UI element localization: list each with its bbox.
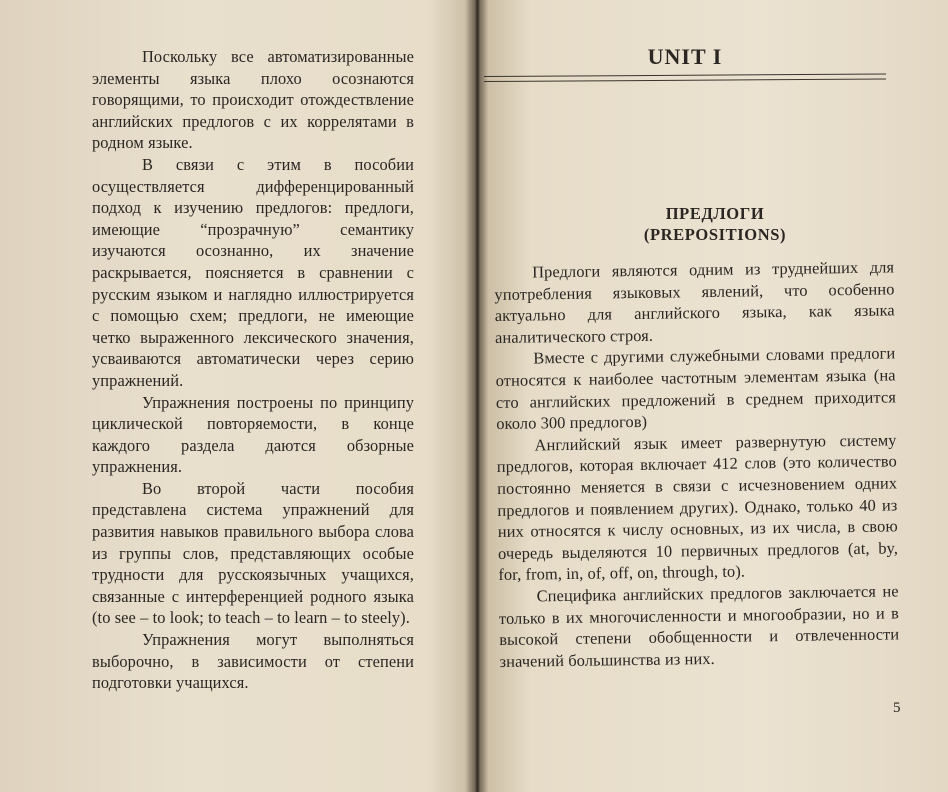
left-paragraph-3: Упражнения построены по принципу циклической повторяемости, в конце каждого раздела даются обзорные упражнения. — [92, 392, 414, 477]
right-paragraph-2: Вместе с другими служебными словами предлоги относятся к наиболее частотным элементам языка (на сто английских предложений в среднем приходится около 300 предлогов) — [495, 343, 897, 434]
left-paragraph-5: Упражнения могут выполняться выборочно, в зависимости от степени подготовки учащихся. — [92, 630, 414, 693]
section-heading — [590, 203, 840, 245]
left-paragraph-2: В связи с этим в пособии осуществляется дифференцированный подход к изучению предлогов: предлоги, имеющие “прозрачную” семантику изучаются осознанно, их значение раскрывается, поясняется в сравнении с русским языком и наглядно иллюстрируется с помощью схем; предлоги, не имеющие четко выраженного лексического значения, усваиваются автоматически через серию упражнений. — [92, 154, 414, 390]
heading-russian: ПРЕДЛОГИ — [665, 204, 765, 223]
right-paragraph-3: Английский язык имеет развернутую систему предлогов, которая включает 412 слов (это количество постоянно меняется в связи с исчезновением одних предлогов и появлением других). Однако, только 40 из них относятся к числу основных, из их числа, в свою очередь выделяются 10 первичных предлогов (at, by, for, from, in, of, off, on, through, to). — [496, 430, 899, 585]
left-paragraph-4: Во второй части пособия представлена система упражнений для развития навыков правильного выбора слова из группы слов, представляющих особые трудности для русскоязычных учащихся, связанные с интерференцией родного языка (to see – to look; to teach – to learn – to steely). — [92, 478, 414, 628]
left-paragraph-1: Поскольку все автоматизированные элементы языка плохо осознаются говорящими, то происходит отождествление английских предлогов с их коррелятами в родном языке. — [92, 47, 414, 153]
left-page-text — [92, 46, 414, 694]
right-paragraph-4: Специфика английских предлогов заключается не только в их многочисленности и многообразии, но и в высокой степени обобщенности и отвлеченности значений большинства из них. — [498, 581, 900, 671]
book-gutter — [466, 0, 488, 792]
right-page-text — [494, 256, 900, 672]
right-paragraph-1: Предлоги являются одним из труднейших для употребления языковых явлений, что особенно актуально для английского языка, как языка аналитического строя. — [494, 257, 895, 347]
unit-title: UNIT I — [647, 44, 723, 69]
heading-english: (PREPOSITIONS) — [643, 225, 787, 244]
page-number: 5 — [893, 700, 901, 716]
